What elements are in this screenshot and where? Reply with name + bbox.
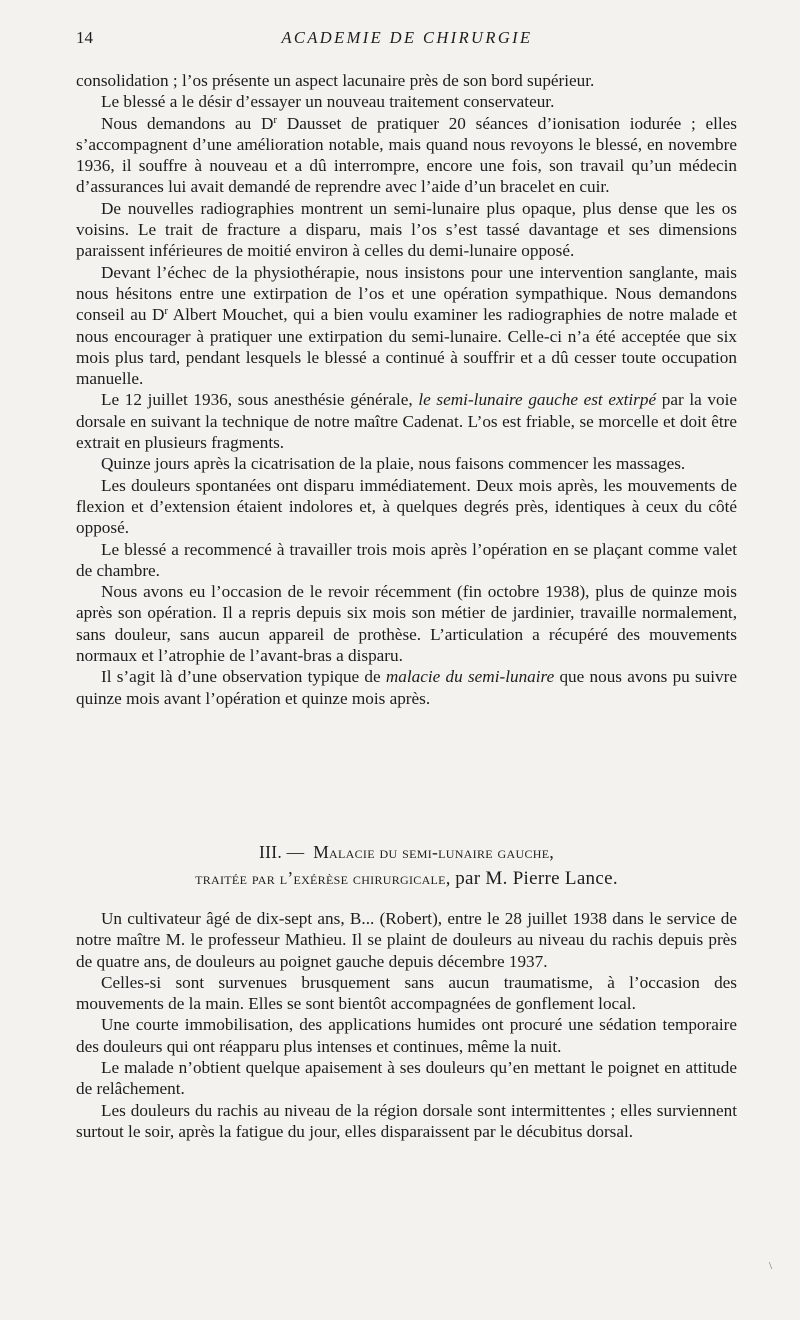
paragraph: Une courte immobilisation, des applications humides ont procuré une sédation temporaire des douleurs qui ont réapparu plus intenses et continues, même la nuit. bbox=[76, 1015, 737, 1056]
paragraph: Quinze jours après la cicatrisation de la plaie, nous faisons commencer les massages. bbox=[101, 454, 686, 474]
section-number: III. — bbox=[258, 842, 305, 862]
section-title-line-1: Malacie du semi-lunaire gauche, bbox=[313, 842, 555, 862]
running-head bbox=[76, 28, 738, 50]
section-heading bbox=[76, 840, 737, 891]
section-author: par M. Pierre Lance. bbox=[455, 868, 618, 889]
paragraph: Le malade n’obtient quelque apaisement à ses douleurs qu’en mettant le poignet en attitude de relâchement. bbox=[76, 1058, 737, 1099]
paragraph: Celles-si sont survenues brusquement sans aucun traumatisme, à l’occasion des mouvements de la main. Elles se sont bientôt accompagnées de gonflement local. bbox=[76, 972, 737, 1014]
page-number: 14 bbox=[76, 28, 93, 47]
paragraph: Les douleurs spontanées ont disparu immédiatement. Deux mois après, les mouvements de flexion et d’extension étaient indolores et, à quelques degrés près, identiques à ceux du côté opposé. bbox=[76, 475, 737, 538]
paragraph: Le 12 juillet 1936, sous anesthésie générale, le semi-lunaire gauche est extirpé par la voie dorsale en suivant la technique de notre maître Cadenat. L’os est friable, se morcelle et doit être extrait en plusieurs fragments. bbox=[76, 390, 738, 453]
new-case-report bbox=[76, 908, 737, 1142]
section-title-line-2: traitée par l’exérèse chirurgicale, bbox=[195, 868, 451, 888]
paragraph: Nous demandons au $D^r$ Dausset de pratiquer 20 séances d’ionisation iodurée ; elles s’accompagnent d’une amélioration notable, mais quand nous revoyons le blessé, en novembre 1936, il souffre à nouveau et a dû interrompre, encore une fois, son travail qu’un médecin d’assurances lui avait demandé de reprendre avec l’aide d’un bracelet en cuir. bbox=[76, 113, 737, 197]
paragraph: consolidation ; l’os présente un aspect lacunaire près de son bord supérieur. bbox=[76, 71, 595, 90]
paragraph: Le blessé a recommencé à travailler trois mois après l’opération en se plaçant comme valet de chambre. bbox=[76, 539, 737, 580]
paragraph: Le blessé a le désir d’essayer un nouveau traitement conservateur. bbox=[101, 92, 555, 112]
paragraph: Nous avons eu l’occasion de le revoir récemment (fin octobre 1938), plus de quinze mois après son opération. Il a repris depuis six mois son métier de jardinier, travaille normalement, sans douleur, sans aucun appareil de prothèse. L’articulation a récupéré des mouvements normaux et l’atrophie de l’avant-bras a disparu. bbox=[76, 582, 737, 666]
journal-title: ACADEMIE DE CHIRURGIE bbox=[281, 28, 533, 47]
paragraph: Un cultivateur âgé de dix-sept ans, B... (Robert), entre le 28 juillet 1938 dans le service de notre maître M. le professeur Mathieu. Il se plaint de douleurs au niveau du rachis depuis près de quatre ans, de douleurs au poignet gauche depuis décembre 1937. bbox=[76, 909, 737, 971]
case-report-continuation bbox=[76, 70, 737, 709]
paragraph: Les douleurs du rachis au niveau de la région dorsale sont intermittentes ; elles surviennent surtout le soir, après la fatigue du jour, elles disparaissent par le décubitus dorsal. bbox=[76, 1100, 737, 1141]
paragraph: Il s’agit là d’une observation typique de malacie du semi-lunaire que nous avons pu suivre quinze mois avant l’opération et quinze mois après. bbox=[76, 667, 738, 708]
page-edge-mark: \ bbox=[769, 1260, 773, 1272]
paragraph: De nouvelles radiographies montrent un semi-lunaire plus opaque, plus dense que les os voisins. Le trait de fracture a disparu, mais l’os s’est tassé davantage et ses dimensions paraissent inférieures de moitié environ à celles du demi-lunaire opposé. bbox=[76, 198, 737, 261]
paragraph: Devant l’échec de la physiothérapie, nous insistons pour une intervention sanglante, mais nous hésitons entre une extirpation de l’os et une opération sympathique. Nous demandons conseil au $D^r$ Albert Mouchet, qui a bien voulu examiner les radiographies de notre malade et nous encourager à pratiquer une extirpation du semi-lunaire. Celle-ci n’a été acceptée que six mois plus tard, pendant lesquels le blessé a continué à souffrir et a dû cesser toute occupation manuelle. bbox=[76, 262, 738, 389]
